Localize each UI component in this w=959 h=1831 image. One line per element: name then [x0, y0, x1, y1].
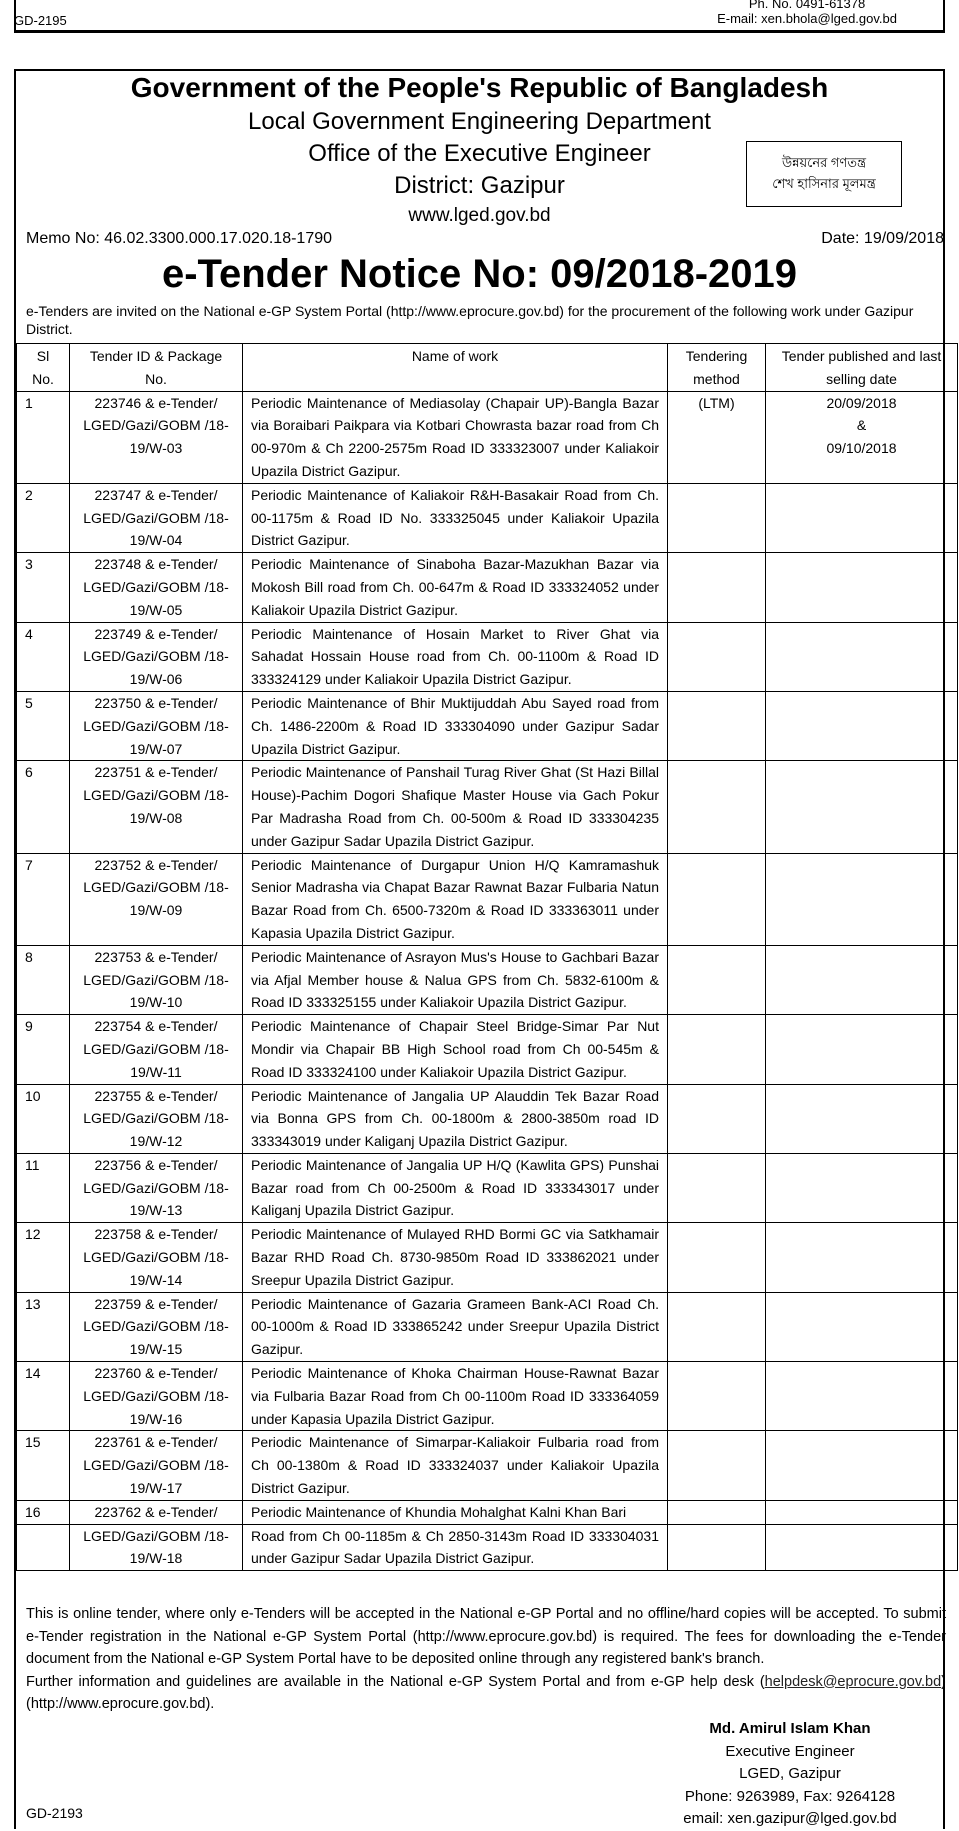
row-sl: 3 [17, 553, 70, 622]
published-cell-empty [766, 1524, 958, 1571]
row-work-name: Periodic Maintenance of Khoka Chairman House-Rawnat Bazar via Fulbaria Bazar Road from Ch 00-1100m Road ID 333364059 under Kapasia Upazila District Gazipur. [243, 1362, 668, 1431]
published-cell-empty [766, 691, 958, 760]
published-cell-empty [766, 622, 958, 691]
header-office: Office of the Executive Engineer [308, 140, 651, 167]
row-sl: 5 [17, 691, 70, 760]
row-work-name: Periodic Maintenance of Durgapur Union H/Q Kamramashuk Senior Madrasha via Chapat Bazar Rawnat Bazar Fulbaria Natun Bazar Road from Ch. 6500-7320m & Road ID 333363011 under Kapasia Upazila District Gazipur. [243, 853, 668, 945]
published-cell-empty [766, 1015, 958, 1084]
table-row [17, 1362, 958, 1431]
row-sl: 14 [17, 1362, 70, 1431]
footer-paragraph-2-end: ) (http://www.eprocure.gov.bd). [26, 1673, 946, 1712]
tendering-method-cell [668, 391, 766, 483]
last-selling-date: 09/10/2018 [826, 440, 897, 457]
row-work-name-continued: Road from Ch 00-1185m & Ch 2850-3143m Road ID 333304031 under Gazipur Sadar Upazila District Gazipur. [243, 1524, 668, 1571]
row-tender-id: 223760 & e-Tender/ LGED/Gazi/GOBM /18-19/W-16 [70, 1362, 243, 1431]
signatory-name: Md. Amirul Islam Khan [709, 1720, 871, 1737]
row-tender-id-continued: LGED/Gazi/GOBM /18-19/W-18 [70, 1524, 243, 1571]
published-cell-empty [766, 945, 958, 1014]
row-sl: 9 [17, 1015, 70, 1084]
row-tender-id: 223750 & e-Tender/ LGED/Gazi/GOBM /18-19/W-07 [70, 691, 243, 760]
row-tender-id: 223759 & e-Tender/ LGED/Gazi/GOBM /18-19/W-15 [70, 1292, 243, 1361]
table-row [17, 691, 958, 760]
intro-paragraph: e-Tenders are invited on the National e-GP System Portal (http://www.eprocure.gov.bd) for the procurement of the following work under Gazipur District. [26, 303, 914, 337]
published-cell-empty [766, 1292, 958, 1361]
footer-paragraph-2-text: Further information and guidelines are available in the National e-GP System Portal and from e-GP help desk ( [26, 1673, 765, 1690]
table-row [17, 622, 958, 691]
footer-paragraph-2 [26, 1671, 946, 1716]
row-sl: 8 [17, 945, 70, 1014]
published-date-ampersand: & [856, 417, 867, 434]
published-cell-empty [766, 853, 958, 945]
header-website: www.lged.gov.bd [408, 205, 551, 226]
published-date: 20/09/2018 [826, 394, 897, 411]
published-cell-empty [766, 1153, 958, 1222]
row-tender-id: 223755 & e-Tender/ LGED/Gazi/GOBM /18-19/W-12 [70, 1084, 243, 1153]
row-work-name: Periodic Maintenance of Simarpar-Kaliakoir Fulbaria road from Ch 00-1380m & Road ID 333324037 under Kaliakoir Upazila District Gazipur. [243, 1431, 668, 1500]
signatory-email: email: xen.gazipur@lged.gov.bd [683, 1810, 897, 1828]
header-district: District: Gazipur [394, 172, 565, 199]
row-sl: 2 [17, 483, 70, 552]
row-sl: 16 [17, 1500, 70, 1524]
method-cell-empty [668, 761, 766, 853]
table-row [17, 1084, 958, 1153]
row-work-name: Periodic Maintenance of Mediasolay (Chapair UP)-Bangla Bazar via Boraibari Paikpara via Kotbari Chowrasta bazar road from Ch 00-970m & Ch 2200-2575m Road ID 333323007 under Kaliakoir Upazila District Gazipur. [243, 391, 668, 483]
row-sl: 13 [17, 1292, 70, 1361]
row-tender-id: 223752 & e-Tender/ LGED/Gazi/GOBM /18-19/W-09 [70, 853, 243, 945]
row-sl: 12 [17, 1223, 70, 1292]
signatory-designation: Executive Engineer [725, 1742, 855, 1760]
row-work-name: Periodic Maintenance of Jangalia UP Alauddin Tek Bazar Road via Bonna GPS from Ch. 00-1800m & 2800-3850m road ID 333343019 under Kaliganj Upazila District Gazipur. [243, 1084, 668, 1153]
table-row [17, 1500, 958, 1524]
table-header-row [17, 344, 958, 392]
row-work-name: Periodic Maintenance of Jangalia UP H/Q (Kawlita GPS) Punshai Bazar road from Ch 00-2500m & Road ID 333343017 under Kaliganj Upazila District Gazipur. [243, 1153, 668, 1222]
row-sl-empty [17, 1524, 70, 1571]
notice-date: Date: 19/09/2018 [821, 230, 944, 247]
method-cell-empty [668, 1153, 766, 1222]
previous-notice-phone: Ph. No. 0491-61378 [748, 0, 866, 11]
published-cell-empty [766, 761, 958, 853]
published-cell-empty [766, 1084, 958, 1153]
published-cell-empty [766, 1362, 958, 1431]
row-work-name: Periodic Maintenance of Mulayed RHD Bormi GC via Satkhamair Bazar RHD Road Ch. 8730-9850m Road ID 333862021 under Sreepur Upazila District Gazipur. [243, 1223, 668, 1292]
row-tender-id: 223756 & e-Tender/ LGED/Gazi/GOBM /18-19/W-13 [70, 1153, 243, 1222]
row-tender-id: 223754 & e-Tender/ LGED/Gazi/GOBM /18-19/W-11 [70, 1015, 243, 1084]
method-cell-empty [668, 1362, 766, 1431]
row-work-name: Periodic Maintenance of Chapair Steel Bridge-Simar Par Nut Mondir via Chapair BB High School road from Ch 00-545m & Road ID 333324100 under Kaliakoir Upazila District Gazipur. [243, 1015, 668, 1084]
row-sl: 7 [17, 853, 70, 945]
previous-notice-contact [717, 0, 897, 26]
header-government: Government of the People's Republic of Bangladesh [130, 72, 829, 103]
published-cell-empty [766, 483, 958, 552]
row-tender-id: 223751 & e-Tender/ LGED/Gazi/GOBM /18-19/W-08 [70, 761, 243, 853]
method-cell-empty [668, 1015, 766, 1084]
signatory-phone: Phone: 9263989, Fax: 9264128 [684, 1787, 896, 1805]
table-row [17, 483, 958, 552]
published-cell-empty [766, 553, 958, 622]
row-work-name: Periodic Maintenance of Khundia Mohalghat Kalni Khan Bari [243, 1500, 668, 1524]
footer-text [26, 1603, 946, 1716]
method-cell-empty [668, 1431, 766, 1500]
slogan-box [746, 141, 902, 207]
row-sl: 6 [17, 761, 70, 853]
previous-notice-code: GD-2195 [14, 13, 67, 28]
slogan-line-1: উন্নয়নের গণতন্ত্র [781, 155, 867, 170]
row-work-name: Periodic Maintenance of Asrayon Mus's House to Gachbari Bazar via Afjal Member house & Nalua GPS from Ch. 5832-6100m & Road ID 333325155 under Kaliakoir Upazila District Gazipur. [243, 945, 668, 1014]
method-cell-empty [668, 1084, 766, 1153]
published-cell-empty [766, 1223, 958, 1292]
signature-block [640, 1718, 940, 1831]
header-tender-id: Tender ID & Package No. [70, 344, 243, 392]
method-cell-empty [668, 1292, 766, 1361]
method-cell-empty [668, 622, 766, 691]
row-tender-id: 223753 & e-Tender/ LGED/Gazi/GOBM /18-19/W-10 [70, 945, 243, 1014]
row-sl: 11 [17, 1153, 70, 1222]
table-row [17, 553, 958, 622]
row-tender-id: 223762 & e-Tender/ [70, 1500, 243, 1524]
slogan-line-2: শেখ হাসিনার মূলমন্ত্র [772, 176, 876, 191]
table-row [17, 1015, 958, 1084]
table-row [17, 1223, 958, 1292]
row-work-name: Periodic Maintenance of Gazaria Grameen Bank-ACI Road Ch. 00-1000m & Road ID 333865242 under Sreepur Upazila District Gazipur. [243, 1292, 668, 1361]
memo-number: Memo No: 46.02.3300.000.17.020.18-1790 [26, 230, 333, 247]
footer-paragraph-1: This is online tender, where only e-Tenders will be accepted in the National e-GP Portal and no offline/hard copies will be accepted. To submit e-Tender registration in the National e-GP System Portal (http://www.eprocure.gov.bd) is required. The fees for downloading the e-Tender document from the National e-GP System Portal have to be deposited online through any registered bank's branch. [26, 1606, 946, 1667]
signatory-office: LGED, Gazipur [739, 1765, 841, 1783]
header-tendering-method: Tendering method [668, 344, 766, 392]
table-row [17, 945, 958, 1014]
row-tender-id: 223761 & e-Tender/ LGED/Gazi/GOBM /18-19/W-17 [70, 1431, 243, 1500]
header-department: Local Government Engineering Department [248, 108, 711, 135]
row-tender-id: 223748 & e-Tender/ LGED/Gazi/GOBM /18-19/W-05 [70, 553, 243, 622]
row-tender-id: 223758 & e-Tender/ LGED/Gazi/GOBM /18-19/W-14 [70, 1223, 243, 1292]
table-row [17, 391, 958, 483]
method-cell-empty [668, 1223, 766, 1292]
row-work-name: Periodic Maintenance of Panshail Turag River Ghat (St Hazi Billal House)-Pachim Dogori Shafique Master House via Gach Pokur Par Madrasha Road from Ch. 00-500m & Road ID 333304235 under Gazipur Sadar Upazila District Gazipur. [243, 761, 668, 853]
header-published-date: Tender published and last selling date [766, 344, 958, 392]
notice-code: GD-2193 [26, 1805, 83, 1821]
notice-title: e-Tender Notice No: 09/2018-2019 [161, 252, 798, 296]
helpdesk-email-link[interactable]: helpdesk@eprocure.gov.bd [764, 1673, 942, 1690]
published-cell-empty [766, 1500, 958, 1524]
method-cell-empty [668, 691, 766, 760]
table-row [17, 1292, 958, 1361]
published-cell-empty [766, 1431, 958, 1500]
method-cell-empty [668, 945, 766, 1014]
method-cell-empty [668, 553, 766, 622]
previous-notice-email: E-mail: xen.bhola@lged.gov.bd [717, 11, 897, 26]
row-work-name: Periodic Maintenance of Hosain Market to River Ghat via Sahadat Hossain House road from Ch. 00-1100m & Road ID 333324129 under Kaliakoir Upazila District Gazipur. [243, 622, 668, 691]
row-tender-id: 223746 & e-Tender/ LGED/Gazi/GOBM /18-19/W-03 [70, 391, 243, 483]
method-cell-empty [668, 853, 766, 945]
row-sl: 15 [17, 1431, 70, 1500]
table-row [17, 853, 958, 945]
method-cell-empty [668, 1524, 766, 1571]
row-work-name: Periodic Maintenance of Bhir Muktijuddah Abu Sayed road from Ch. 1486-2200m & Road ID 333304090 under Gazipur Sadar Upazila District Gazipur. [243, 691, 668, 760]
tendering-method-value: (LTM) [698, 394, 735, 411]
row-work-name: Periodic Maintenance of Kaliakoir R&H-Basakair Road from Ch. 00-1175m & Road ID No. 333325045 under Kaliakoir Upazila District Gazipur. [243, 483, 668, 552]
method-cell-empty [668, 483, 766, 552]
row-sl: 1 [17, 391, 70, 483]
published-date-cell [766, 391, 958, 483]
row-tender-id: 223749 & e-Tender/ LGED/Gazi/GOBM /18-19/W-06 [70, 622, 243, 691]
header-name-of-work: Name of work [243, 344, 668, 392]
row-sl: 10 [17, 1084, 70, 1153]
table-row [17, 1153, 958, 1222]
header-sl: Sl No. [17, 344, 70, 392]
row-tender-id: 223747 & e-Tender/ LGED/Gazi/GOBM /18-19/W-04 [70, 483, 243, 552]
row-sl: 4 [17, 622, 70, 691]
tender-table [16, 343, 958, 1571]
table-row [17, 1431, 958, 1500]
row-work-name: Periodic Maintenance of Sinaboha Bazar-Mazukhan Bazar via Mokosh Bill road from Ch. 00-647m & Road ID 333324052 under Kaliakoir Upazila District Gazipur. [243, 553, 668, 622]
table-row [17, 1524, 958, 1571]
method-cell-empty [668, 1500, 766, 1524]
table-row [17, 761, 958, 853]
